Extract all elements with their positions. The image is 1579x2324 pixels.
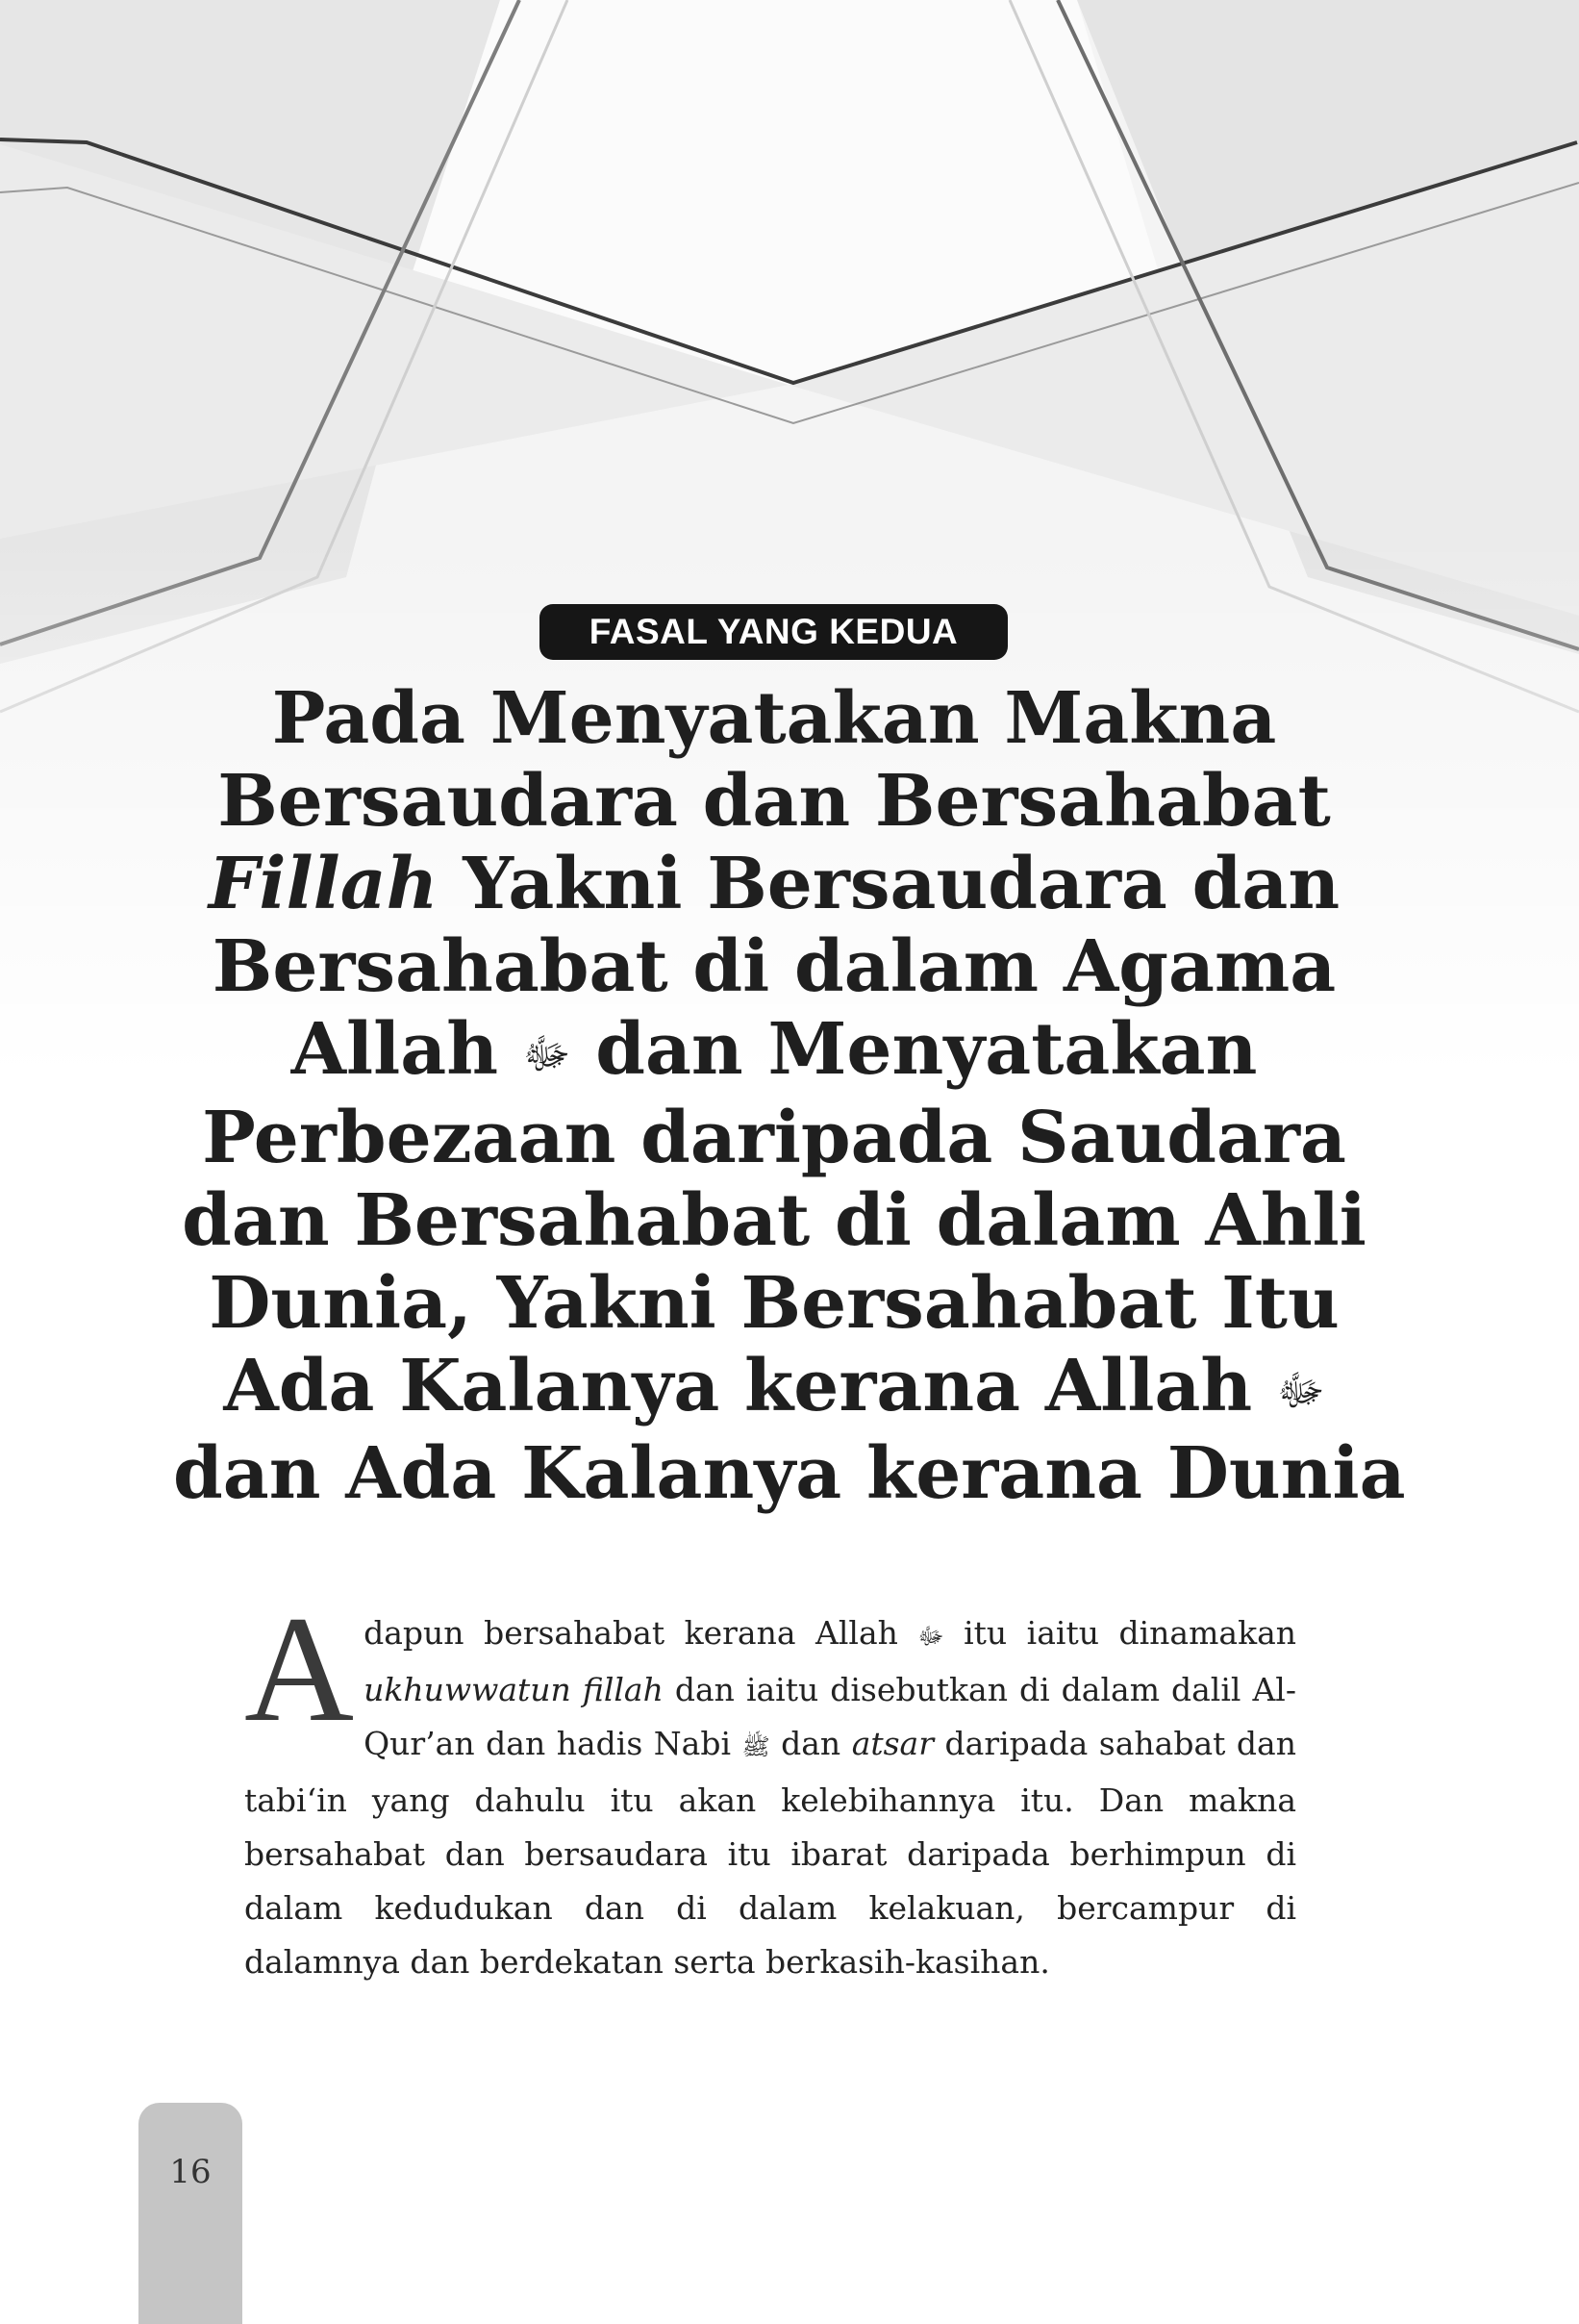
title-line-5: Allah ﷻ dan Menyatakan [290,1008,1258,1091]
title-line-3: Fillah Yakni Bersaudara dan [208,843,1341,925]
drop-cap: A [244,1585,355,1754]
title-line-10: dan Ada Kalanya kerana Dunia [173,1432,1406,1515]
page-number-tab [138,2103,242,2324]
title-line-2: Bersaudara dan Bersahabat [217,760,1331,843]
title-line-7: dan Bersahabat di dalam Ahli [182,1178,1366,1262]
title-line-6: Perbezaan daripada Saudara [202,1096,1346,1179]
honorific-glyph: ﷻ [1276,1366,1325,1415]
title-line-9: Ada Kalanya kerana Allah ﷻ [223,1344,1325,1427]
honorific-glyph: ﷻ [522,1029,571,1079]
honorific-glyph: ﷻ [917,1623,944,1650]
chapter-label-badge: FASAL YANG KEDUA [539,604,1008,660]
honorific-glyph: ﷺ [741,1733,770,1760]
body-paragraph: Adapun bersahabat kerana Allah ﷻ itu iaitu dinamakan ukhuwwatun fillah dan iaitu disebutkan di dalam dalil Al-Qur’an dan hadis Nabi ﷺ dan atsar daripada sahabat dan tabi‘in yang dahulu itu akan kelebihannya itu. Dan makna bersahabat dan bersaudara itu ibarat daripada berhimpun di dalam kedudukan dan di dalam kelakuan, bercampur di dalamnya dan berdekatan serta berkasih-kasihan. [244,1585,1297,1981]
title-line-1: Pada Menyatakan Makna [271,677,1277,760]
title-line-8: Dunia, Yakni Bersahabat Itu [209,1261,1340,1345]
chapter-title [173,677,1406,1515]
title-line-4: Bersahabat di dalam Agama [212,925,1337,1008]
page-number: 16 [169,2153,212,2191]
